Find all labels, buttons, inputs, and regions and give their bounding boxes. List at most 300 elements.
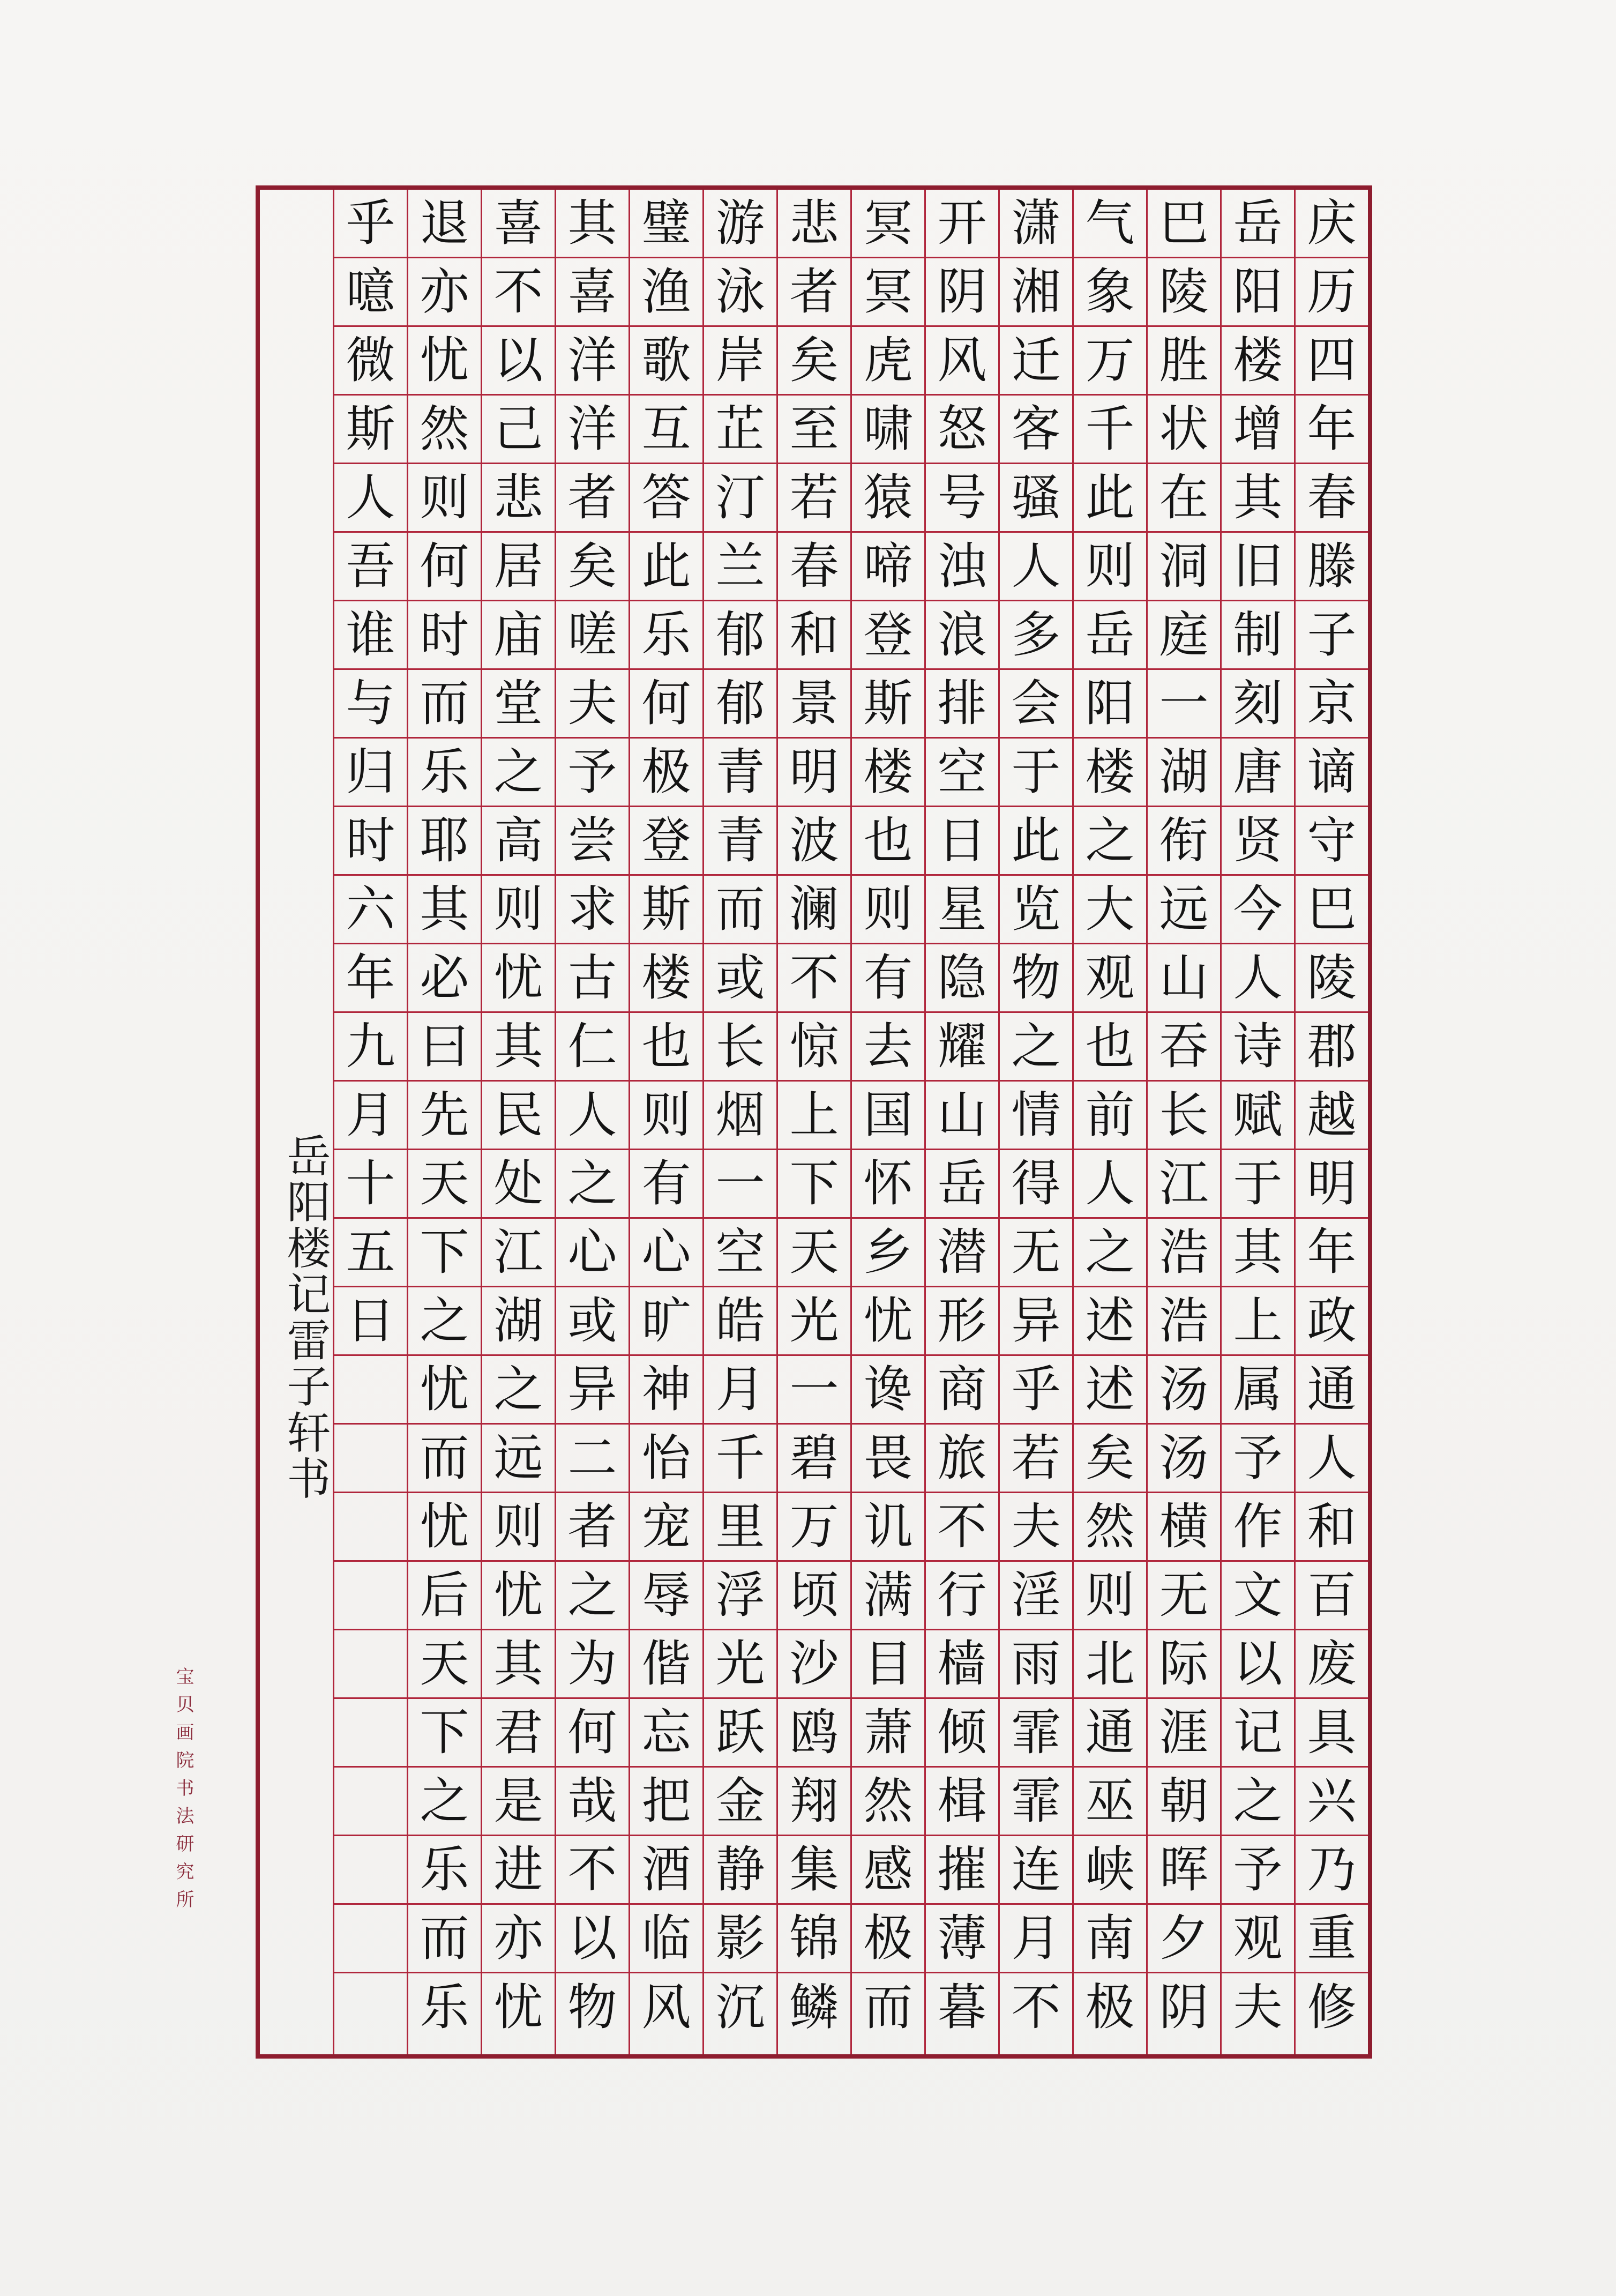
grid-cell: 讥 bbox=[852, 1493, 924, 1562]
grid-cell: 际 bbox=[1148, 1630, 1220, 1699]
grid-cell: 不 bbox=[778, 944, 850, 1013]
grid-cell: 己 bbox=[482, 396, 555, 464]
grid-cell: 以 bbox=[556, 1905, 629, 1973]
grid-cell: 人 bbox=[334, 464, 407, 533]
grid-cell: 忧 bbox=[493, 1979, 543, 2036]
grid-cell: 有 bbox=[630, 1150, 702, 1219]
grid-cell: 衔 bbox=[1148, 807, 1220, 876]
grid-cell: 之 bbox=[1222, 1768, 1294, 1836]
grid-cell: 进 bbox=[482, 1836, 555, 1905]
grid-cell: 忘 bbox=[630, 1699, 702, 1768]
grid-cell: 沉 bbox=[715, 1979, 765, 2036]
grid-cell: 鸥 bbox=[778, 1699, 850, 1768]
grid-cell: 而 bbox=[408, 1905, 481, 1973]
grid-cell: 无 bbox=[1000, 1219, 1072, 1287]
grid-cell: 不 bbox=[1011, 1979, 1061, 2036]
grid-cell: 予 bbox=[1222, 1836, 1294, 1905]
grid-cell: 楼 bbox=[1074, 739, 1146, 807]
grid-cell: 夫 bbox=[1233, 1979, 1283, 2036]
grid-cell: 记 bbox=[1222, 1699, 1294, 1768]
grid-cell: 陵 bbox=[1296, 944, 1368, 1013]
grid-cell: 璧 bbox=[630, 190, 702, 258]
grid-cell: 涯 bbox=[1148, 1699, 1220, 1768]
grid-cell: 为 bbox=[556, 1630, 629, 1699]
grid-cell: 若 bbox=[1000, 1425, 1072, 1493]
grid-cell: 春 bbox=[1296, 464, 1368, 533]
grid-cell: 月 bbox=[334, 1082, 407, 1150]
text-column bbox=[776, 190, 850, 2054]
grid-cell: 楼 bbox=[630, 944, 702, 1013]
grid-cell: 兰 bbox=[704, 533, 776, 601]
grid-cell: 人 bbox=[1000, 533, 1072, 601]
grid-cell: 物 bbox=[1000, 944, 1072, 1013]
grid-cell: 旅 bbox=[926, 1425, 998, 1493]
grid-cell: 横 bbox=[1148, 1493, 1220, 1562]
grid-cell: 湖 bbox=[482, 1287, 555, 1356]
grid-cell: 何 bbox=[408, 533, 481, 601]
grid-cell: 不 bbox=[482, 258, 555, 327]
grid-cell: 之 bbox=[1074, 1219, 1146, 1287]
grid-cell: 浩 bbox=[1148, 1219, 1220, 1287]
grid-cell: 气 bbox=[1074, 190, 1146, 258]
grid-cell: 其 bbox=[482, 1013, 555, 1082]
grid-cell: 乐 bbox=[420, 1979, 469, 2036]
grid-cell: 忧 bbox=[408, 1356, 481, 1425]
grid-cell: 是 bbox=[482, 1768, 555, 1836]
grid-cell: 人 bbox=[1296, 1425, 1368, 1493]
grid-cell: 则 bbox=[482, 876, 555, 944]
text-column bbox=[702, 190, 776, 2054]
grid-cell: 然 bbox=[1074, 1493, 1146, 1562]
grid-cell: 年 bbox=[334, 944, 407, 1013]
grid-cell: 宠 bbox=[630, 1493, 702, 1562]
grid-cell: 后 bbox=[408, 1562, 481, 1630]
grid-cell: 重 bbox=[1296, 1905, 1368, 1973]
grid-cell: 而 bbox=[704, 876, 776, 944]
grid-cell: 上 bbox=[1222, 1287, 1294, 1356]
grid-cell: 长 bbox=[704, 1013, 776, 1082]
grid-cell: 霏 bbox=[1000, 1699, 1072, 1768]
grid-cell: 连 bbox=[1000, 1836, 1072, 1905]
grid-cell: 时 bbox=[334, 807, 407, 876]
grid-cell: 潇 bbox=[1000, 190, 1072, 258]
grid-cell: 号 bbox=[926, 464, 998, 533]
grid-cell: 时 bbox=[408, 601, 481, 670]
grid-cell: 排 bbox=[926, 670, 998, 739]
grid-cell: 也 bbox=[1074, 1013, 1146, 1082]
grid-cell: 浮 bbox=[704, 1562, 776, 1630]
grid-cell: 极 bbox=[630, 739, 702, 807]
grid-cell: 谪 bbox=[1296, 739, 1368, 807]
grid-cell: 日 bbox=[334, 1287, 407, 1356]
grid-cell: 乎 bbox=[334, 190, 407, 258]
grid-cell bbox=[334, 1493, 407, 1562]
grid-cell: 述 bbox=[1074, 1356, 1146, 1425]
grid-cell: 一 bbox=[1148, 670, 1220, 739]
grid-cell: 与 bbox=[334, 670, 407, 739]
text-column bbox=[629, 190, 702, 2054]
grid-cell: 乡 bbox=[852, 1219, 924, 1287]
grid-cell: 异 bbox=[1000, 1287, 1072, 1356]
grid-cell: 山 bbox=[1148, 944, 1220, 1013]
grid-cell: 歌 bbox=[630, 327, 702, 396]
grid-cell: 偕 bbox=[630, 1630, 702, 1699]
grid-cell: 怒 bbox=[926, 396, 998, 464]
grid-cell: 古 bbox=[556, 944, 629, 1013]
text-column bbox=[1220, 190, 1294, 2054]
grid-cell: 日 bbox=[926, 807, 998, 876]
grid-cell: 岳 bbox=[1222, 190, 1294, 258]
grid-cell: 之 bbox=[482, 739, 555, 807]
grid-cell: 其 bbox=[1222, 464, 1294, 533]
grid-cell: 属 bbox=[1222, 1356, 1294, 1425]
grid-cell: 远 bbox=[482, 1425, 555, 1493]
grid-cell: 得 bbox=[1000, 1150, 1072, 1219]
grid-cell: 年 bbox=[1296, 1219, 1368, 1287]
text-column bbox=[1072, 190, 1146, 2054]
grid-cell: 之 bbox=[1000, 1013, 1072, 1082]
grid-cell: 前 bbox=[1074, 1082, 1146, 1150]
grid-cell: 明 bbox=[1296, 1150, 1368, 1219]
grid-cell: 形 bbox=[926, 1287, 998, 1356]
grid-cell: 阳 bbox=[1074, 670, 1146, 739]
text-column bbox=[1294, 190, 1368, 2054]
grid-cell: 浪 bbox=[926, 601, 998, 670]
grid-cell bbox=[334, 1768, 407, 1836]
grid-cell: 渔 bbox=[630, 258, 702, 327]
grid-cell: 之 bbox=[556, 1562, 629, 1630]
grid-cell: 上 bbox=[778, 1082, 850, 1150]
grid-cell: 不 bbox=[556, 1836, 629, 1905]
grid-cell: 里 bbox=[704, 1493, 776, 1562]
grid-cell: 谁 bbox=[334, 601, 407, 670]
grid-cell: 雨 bbox=[1000, 1630, 1072, 1699]
grid-cell: 十 bbox=[334, 1150, 407, 1219]
grid-cell: 阴 bbox=[926, 258, 998, 327]
grid-cell: 而 bbox=[408, 1425, 481, 1493]
grid-cell: 或 bbox=[556, 1287, 629, 1356]
grid-cell: 曰 bbox=[408, 1013, 481, 1082]
grid-cell: 汤 bbox=[1148, 1356, 1220, 1425]
grid-cell: 楼 bbox=[1222, 327, 1294, 396]
grid-cell: 光 bbox=[704, 1630, 776, 1699]
grid-cell: 啸 bbox=[852, 396, 924, 464]
grid-cell: 谗 bbox=[852, 1356, 924, 1425]
grid-cell: 乃 bbox=[1296, 1836, 1368, 1905]
grid-cell: 湘 bbox=[1000, 258, 1072, 327]
grid-cell: 啼 bbox=[852, 533, 924, 601]
signature-text: 岳阳楼记雷子轩书 bbox=[280, 1133, 331, 1502]
grid-cell: 皓 bbox=[704, 1287, 776, 1356]
grid-cell: 月 bbox=[704, 1356, 776, 1425]
grid-cell: 物 bbox=[567, 1979, 617, 2036]
grid-cell: 则 bbox=[852, 876, 924, 944]
grid-cell: 喜 bbox=[482, 190, 555, 258]
grid-cell: 洞 bbox=[1148, 533, 1220, 601]
grid-cell: 登 bbox=[630, 807, 702, 876]
grid-cell: 乎 bbox=[1000, 1356, 1072, 1425]
grid-cell: 陵 bbox=[1148, 258, 1220, 327]
grid-cell: 必 bbox=[408, 944, 481, 1013]
grid-cell: 君 bbox=[482, 1699, 555, 1768]
grid-cell: 观 bbox=[1074, 944, 1146, 1013]
grid-cell: 楼 bbox=[852, 739, 924, 807]
grid-cell: 阴 bbox=[1159, 1979, 1209, 2036]
grid-cell: 先 bbox=[408, 1082, 481, 1150]
grid-cell: 烟 bbox=[704, 1082, 776, 1150]
grid-cell: 者 bbox=[778, 258, 850, 327]
grid-cell: 旷 bbox=[630, 1287, 702, 1356]
grid-cell: 畏 bbox=[852, 1425, 924, 1493]
grid-cell bbox=[334, 1973, 407, 2042]
grid-cell: 洋 bbox=[556, 396, 629, 464]
grid-cell: 客 bbox=[1000, 396, 1072, 464]
grid-cell: 乐 bbox=[408, 1836, 481, 1905]
grid-cell: 人 bbox=[1074, 1150, 1146, 1219]
grid-cell: 山 bbox=[926, 1082, 998, 1150]
grid-cell: 之 bbox=[556, 1150, 629, 1219]
grid-cell: 述 bbox=[1074, 1287, 1146, 1356]
grid-cell: 斯 bbox=[852, 670, 924, 739]
grid-cell: 刻 bbox=[1222, 670, 1294, 739]
grid-cell: 汤 bbox=[1148, 1425, 1220, 1493]
grid-cell: 国 bbox=[852, 1082, 924, 1150]
grid-cell: 乐 bbox=[408, 739, 481, 807]
grid-cell: 多 bbox=[1000, 601, 1072, 670]
grid-cell: 冥 bbox=[852, 190, 924, 258]
grid-cell: 则 bbox=[1074, 1562, 1146, 1630]
studio-stamp: 宝贝画院书法研究所 bbox=[173, 1667, 194, 1918]
grid-cell: 其 bbox=[482, 1630, 555, 1699]
grid-cell: 庙 bbox=[482, 601, 555, 670]
grid-cell: 然 bbox=[852, 1768, 924, 1836]
grid-cell: 民 bbox=[482, 1082, 555, 1150]
grid-cell: 具 bbox=[1296, 1699, 1368, 1768]
grid-cell: 百 bbox=[1296, 1562, 1368, 1630]
grid-cell: 矣 bbox=[778, 327, 850, 396]
grid-cell: 下 bbox=[778, 1150, 850, 1219]
grid-cell: 互 bbox=[630, 396, 702, 464]
grid-cell: 空 bbox=[926, 739, 998, 807]
grid-cell: 风 bbox=[926, 327, 998, 396]
grid-cell: 增 bbox=[1222, 396, 1294, 464]
grid-cell: 静 bbox=[704, 1836, 776, 1905]
grid-cell: 潜 bbox=[926, 1219, 998, 1287]
grid-cell: 胜 bbox=[1148, 327, 1220, 396]
grid-cell: 异 bbox=[556, 1356, 629, 1425]
grid-cell: 而 bbox=[408, 670, 481, 739]
grid-cell: 政 bbox=[1296, 1287, 1368, 1356]
grid-cell: 天 bbox=[778, 1219, 850, 1287]
grid-cell: 以 bbox=[1222, 1630, 1294, 1699]
grid-cell: 天 bbox=[408, 1150, 481, 1219]
grid-cell: 耶 bbox=[408, 807, 481, 876]
grid-cell: 光 bbox=[778, 1287, 850, 1356]
grid-cell: 吾 bbox=[334, 533, 407, 601]
grid-cell: 六 bbox=[334, 876, 407, 944]
grid-cell: 金 bbox=[704, 1768, 776, 1836]
grid-cell: 江 bbox=[1148, 1150, 1220, 1219]
grid-cell: 此 bbox=[630, 533, 702, 601]
grid-cell: 噫 bbox=[334, 258, 407, 327]
text-column bbox=[924, 190, 998, 2054]
grid-cell: 游 bbox=[704, 190, 776, 258]
grid-cell: 开 bbox=[926, 190, 998, 258]
grid-cell: 南 bbox=[1074, 1905, 1146, 1973]
grid-cell: 予 bbox=[556, 739, 629, 807]
grid-cell: 和 bbox=[1296, 1493, 1368, 1562]
grid-cell: 象 bbox=[1074, 258, 1146, 327]
grid-cell: 斯 bbox=[630, 876, 702, 944]
grid-cell: 通 bbox=[1074, 1699, 1146, 1768]
grid-cell: 则 bbox=[1074, 533, 1146, 601]
text-column bbox=[1146, 190, 1220, 2054]
grid-cell: 晖 bbox=[1148, 1836, 1220, 1905]
grid-cell bbox=[334, 1562, 407, 1630]
grid-cell: 怡 bbox=[630, 1425, 702, 1493]
grid-cell: 唐 bbox=[1222, 739, 1294, 807]
grid-cell: 迁 bbox=[1000, 327, 1072, 396]
grid-cell: 巴 bbox=[1148, 190, 1220, 258]
grid-cell: 忧 bbox=[408, 327, 481, 396]
grid-cell: 骚 bbox=[1000, 464, 1072, 533]
grid-cell: 京 bbox=[1296, 670, 1368, 739]
grid-cell: 则 bbox=[482, 1493, 555, 1562]
grid-cell: 波 bbox=[778, 807, 850, 876]
text-column bbox=[407, 190, 481, 2054]
grid-cell: 万 bbox=[778, 1493, 850, 1562]
grid-cell: 越 bbox=[1296, 1082, 1368, 1150]
grid-cell: 子 bbox=[1296, 601, 1368, 670]
grid-cell: 制 bbox=[1222, 601, 1294, 670]
grid-cell: 之 bbox=[1074, 807, 1146, 876]
grid-cell: 人 bbox=[556, 1082, 629, 1150]
grid-cell: 乐 bbox=[630, 601, 702, 670]
grid-cell: 滕 bbox=[1296, 533, 1368, 601]
grid-cell: 斯 bbox=[334, 396, 407, 464]
grid-cell: 忧 bbox=[482, 1562, 555, 1630]
grid-cell: 人 bbox=[1222, 944, 1294, 1013]
text-column bbox=[555, 190, 629, 2054]
grid-cell: 郡 bbox=[1296, 1013, 1368, 1082]
grid-cell: 猿 bbox=[852, 464, 924, 533]
grid-cell: 喜 bbox=[556, 258, 629, 327]
grid-cell: 酒 bbox=[630, 1836, 702, 1905]
grid-cell: 惊 bbox=[778, 1013, 850, 1082]
grid-cell: 予 bbox=[1222, 1425, 1294, 1493]
grid-cell: 朝 bbox=[1148, 1768, 1220, 1836]
grid-cell: 夕 bbox=[1148, 1905, 1220, 1973]
grid-cell: 四 bbox=[1296, 327, 1368, 396]
grid-cell: 和 bbox=[778, 601, 850, 670]
grid-cell: 诗 bbox=[1222, 1013, 1294, 1082]
grid-cell: 修 bbox=[1307, 1979, 1357, 2036]
grid-cell: 有 bbox=[852, 944, 924, 1013]
grid-cell: 锦 bbox=[778, 1905, 850, 1973]
grid-cell: 忧 bbox=[408, 1493, 481, 1562]
grid-cell: 摧 bbox=[926, 1836, 998, 1905]
grid-cell: 神 bbox=[630, 1356, 702, 1425]
grid-cell: 岳 bbox=[1074, 601, 1146, 670]
grid-cell: 下 bbox=[408, 1699, 481, 1768]
text-column bbox=[850, 190, 924, 2054]
grid-cell: 郁 bbox=[704, 670, 776, 739]
grid-cell: 其 bbox=[408, 876, 481, 944]
grid-cell: 顷 bbox=[778, 1562, 850, 1630]
grid-cell: 堂 bbox=[482, 670, 555, 739]
grid-cell: 观 bbox=[1222, 1905, 1294, 1973]
grid-cell: 去 bbox=[852, 1013, 924, 1082]
grid-cell: 仁 bbox=[556, 1013, 629, 1082]
grid-cell: 行 bbox=[926, 1562, 998, 1630]
grid-cell: 萧 bbox=[852, 1699, 924, 1768]
grid-cell: 隐 bbox=[926, 944, 998, 1013]
grid-cell: 高 bbox=[482, 807, 555, 876]
grid-cell: 其 bbox=[556, 190, 629, 258]
grid-cell bbox=[334, 1905, 407, 1973]
grid-cell: 通 bbox=[1296, 1356, 1368, 1425]
grid-cell: 千 bbox=[1074, 396, 1146, 464]
grid-cell: 求 bbox=[556, 876, 629, 944]
grid-cell: 亦 bbox=[482, 1905, 555, 1973]
grid-cell: 或 bbox=[704, 944, 776, 1013]
grid-cell: 尝 bbox=[556, 807, 629, 876]
grid-cell: 满 bbox=[852, 1562, 924, 1630]
grid-cell: 明 bbox=[778, 739, 850, 807]
grid-cell bbox=[334, 1630, 407, 1699]
grid-cell: 夫 bbox=[1000, 1493, 1072, 1562]
grid-cell: 至 bbox=[778, 396, 850, 464]
grid-cell: 沙 bbox=[778, 1630, 850, 1699]
grid-cell: 翔 bbox=[778, 1768, 850, 1836]
signature-column bbox=[258, 190, 333, 2054]
grid-cell: 也 bbox=[852, 807, 924, 876]
grid-cell: 之 bbox=[408, 1768, 481, 1836]
grid-cell: 作 bbox=[1222, 1493, 1294, 1562]
grid-cell: 郁 bbox=[704, 601, 776, 670]
text-column bbox=[481, 190, 555, 2054]
grid-cell: 淫 bbox=[1000, 1562, 1072, 1630]
calligraphy-grid bbox=[256, 185, 1372, 2059]
grid-cell: 下 bbox=[408, 1219, 481, 1287]
grid-cell: 兴 bbox=[1296, 1768, 1368, 1836]
grid-cell: 悲 bbox=[778, 190, 850, 258]
grid-cell: 楫 bbox=[926, 1768, 998, 1836]
grid-cell: 答 bbox=[630, 464, 702, 533]
grid-cell: 目 bbox=[852, 1630, 924, 1699]
grid-cell: 把 bbox=[630, 1768, 702, 1836]
grid-cell: 之 bbox=[408, 1287, 481, 1356]
grid-cell: 会 bbox=[1000, 670, 1072, 739]
text-column bbox=[333, 190, 407, 2054]
grid-cell: 北 bbox=[1074, 1630, 1146, 1699]
grid-cell: 归 bbox=[334, 739, 407, 807]
grid-cell: 青 bbox=[704, 807, 776, 876]
grid-cell: 空 bbox=[704, 1219, 776, 1287]
grid-cell: 阳 bbox=[1222, 258, 1294, 327]
grid-cell: 旧 bbox=[1222, 533, 1294, 601]
grid-cell: 于 bbox=[1222, 1150, 1294, 1219]
grid-cell: 者 bbox=[556, 464, 629, 533]
grid-cell: 忧 bbox=[482, 944, 555, 1013]
grid-cell: 远 bbox=[1148, 876, 1220, 944]
grid-cell: 巴 bbox=[1296, 876, 1368, 944]
grid-cell: 其 bbox=[1222, 1219, 1294, 1287]
grid-cell: 感 bbox=[852, 1836, 924, 1905]
grid-cell: 泳 bbox=[704, 258, 776, 327]
grid-cell bbox=[334, 1699, 407, 1768]
grid-cell: 跃 bbox=[704, 1699, 776, 1768]
